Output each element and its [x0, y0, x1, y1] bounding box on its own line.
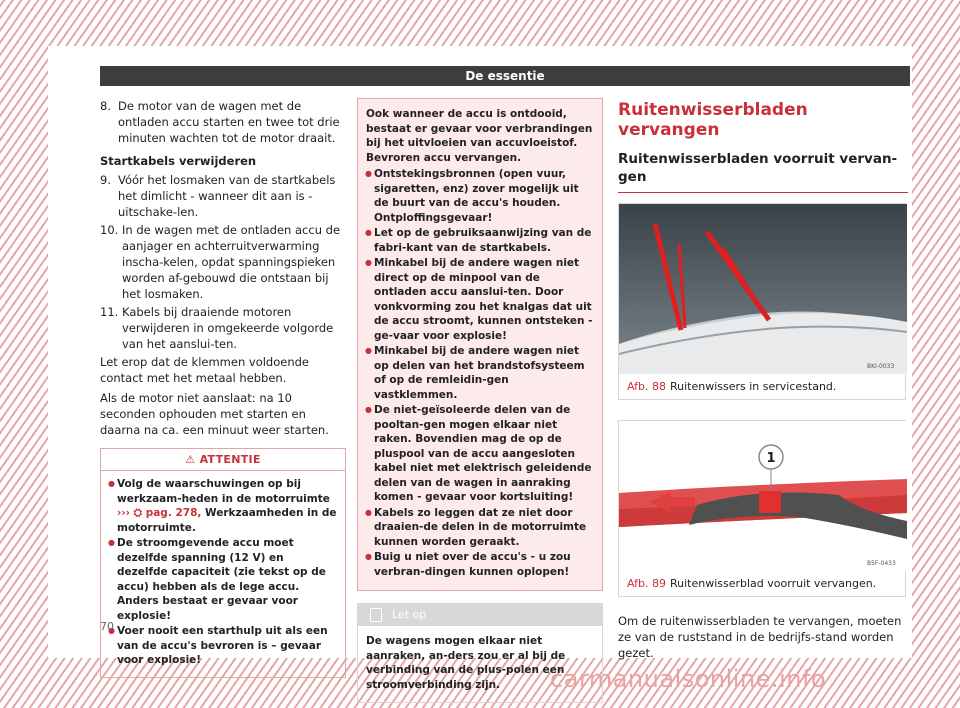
figure-code: B5F-0433 [867, 560, 896, 567]
column-right [618, 98, 908, 661]
section-title: Ruitenwisserbladen vervangen [618, 100, 808, 140]
wipers-service-position-image [619, 204, 907, 374]
subsection-title: Ruitenwisserbladen voorruit vervan-gen [618, 151, 898, 185]
step-10: 10. In de wagen met de ontladen accu de aanjager en achterruitverwarming inscha-kelen, opdat spanningspieken worden af-gebouwd die ontstaan bij het losmaken. [100, 223, 341, 301]
caution-bullet: ● Ontstekingsbronnen (open vuur, sigaretten, enz) zover mogelijk uit de buurt van de accu's houden. Ontploffingsgevaar! [366, 167, 594, 225]
caution-bullet: ● Buig u niet over de accu's - u zou verbran-dingen kunnen oplopen! [366, 550, 594, 579]
caution-box [357, 98, 603, 591]
engine-icon: ⛭ [133, 507, 143, 519]
step-8: 8. De motor van de wagen met de ontladen accu starten en twee tot drie minuten wachten tot de motor draait. [100, 99, 340, 145]
caution-bullet: ● Kabels zo leggen dat ze niet door draaien-de delen in de motorruimte kunnen worden geraakt. [366, 506, 594, 550]
figure-89 [618, 420, 906, 597]
paragraph-restart: Als de motor niet aanslaat: na 10 seconden ophouden met starten en daarna na ca. een minuut weer starten. [100, 391, 329, 437]
warning-bullet: ● Voer nooit een starthulp uit als een van de accu's bevroren is – gevaar voor explosie! [109, 624, 337, 668]
subsection-rule [618, 192, 908, 193]
caution-body: Ook wanneer de accu is ontdooid, bestaat er gevaar voor verbrandingen bij het uitvloeien van accuvloeistof. Bevroren accu vervangen. ● Ontstekingsbronnen (open vuur, sigaretten, enz) zover mogelijk uit de buurt van de accu's houden. Ontploffingsgevaar! ● Let op de gebruiksaanwijzing van de fabri-kant van de startkabels. ● Minkabel bij de andere wagen niet direct op de minpool van de ontladen accu aanslui-ten. Door vonkvorming zou het knalgas dat uit de accu stroomt, kunnen ontsteken - ge-vaar voor explosie! ● Minkabel bij de andere wagen niet op delen van het brandstofsysteem of op de remleidin-gen vastklemmen. ● De niet-geïsoleerde delen van de pooltan-gen mogen elkaar niet raken. Bovendien mag de op de pluspool van de accu aangesloten kabel niet met elektrisch geleidende delen van de wagen in aanraking komen - gevaar voor kortsluiting! ● Kabels zo leggen dat ze niet door draaien-de delen in de motorruimte kunnen worden geraakt. ● Buig u niet over de accu's - u zou verbran-dingen kunnen oplopen! [358, 99, 602, 590]
caution-bullet: ● Minkabel bij de andere wagen niet op delen van het brandstofsysteem of op de remleidin-gen vastklemmen. [366, 344, 594, 402]
page-number: 70 [100, 620, 114, 633]
note-body: De wagens mogen elkaar niet aanraken, an-ders zou er al bij de verbinding van de plus-polen een stroomverbinding zijn. [366, 635, 566, 691]
watermark-text: carmanualsonline.info [550, 665, 827, 693]
figure-88 [618, 203, 906, 400]
figure-code: BKI-0033 [867, 363, 895, 370]
column-left [100, 98, 346, 678]
caution-bullet: ● Minkabel bij de andere wagen niet direct op de minpool van de ontladen accu aanslui-ten. Door vonkvorming zou het knalgas dat uit de accu stroomt, kunnen ontsteken - ge-vaar voor explosie! [366, 256, 594, 343]
column-middle [357, 98, 603, 703]
figure-88-caption: Afb. 88 Ruitenwissers in servicestand. [627, 380, 837, 393]
warning-body [101, 471, 345, 677]
note-book-icon [370, 608, 382, 622]
step-11: 11. Kabels bij draaiende motoren verwijderen in omgekeerde volgorde van het aanslui-ten. [100, 305, 334, 351]
warning-triangle-icon: ⚠ [185, 453, 196, 466]
paragraph-contact: Let erop dat de klemmen voldoende contact met het metaal hebben. [100, 355, 309, 385]
note-header: Let op [358, 604, 602, 626]
caution-bullet: ● De niet-geïsoleerde delen van de pooltan-gen mogen elkaar niet raken. Bovendien mag de op de pluspool van de accu aangesloten kabel niet met elektrisch geleidende delen van de wagen in aanraking komen - gevaar voor kortsluiting! [366, 403, 594, 505]
warning-bullet: ● De stroomgevende accu moet dezelfde spanning (12 V) en dezelfde capaciteit (zie tekst op de accu) hebben als de lege accu. Anders bestaat er gevaar voor explosie! [109, 536, 337, 623]
page-reference-link[interactable]: ››› [117, 507, 130, 519]
subheading-startkabels: Startkabels verwijderen [100, 154, 257, 168]
caution-bullet: ● Let op de gebruiksaanwijzing van de fabri-kant van de startkabels. [366, 226, 594, 255]
warning-box [100, 448, 346, 678]
paragraph-wiper-service: Om de ruitenwisserbladen te vervangen, moeten ze van de ruststand in de bedrijfs-stand worden gezet. [618, 614, 902, 660]
callout-number: 1 [766, 451, 776, 466]
step-9: 9. Vóór het losmaken van de startkabels het dimlicht - wanneer dit aan is - uitschake-len. [100, 173, 336, 219]
wiper-blade-replace-image [619, 421, 907, 571]
page-header: De essentie [100, 66, 910, 86]
figure-89-caption: Afb. 89 Ruitenwisserblad voorruit vervangen. [627, 577, 877, 590]
warning-header: ⚠ ATTENTIE [101, 449, 345, 471]
warning-bullet: ● Volg de waarschuwingen op bij werkzaam-heden in de motorruimte ››› ⛭ pag. 278, Werkzaamheden in de motorruimte. [109, 477, 337, 535]
